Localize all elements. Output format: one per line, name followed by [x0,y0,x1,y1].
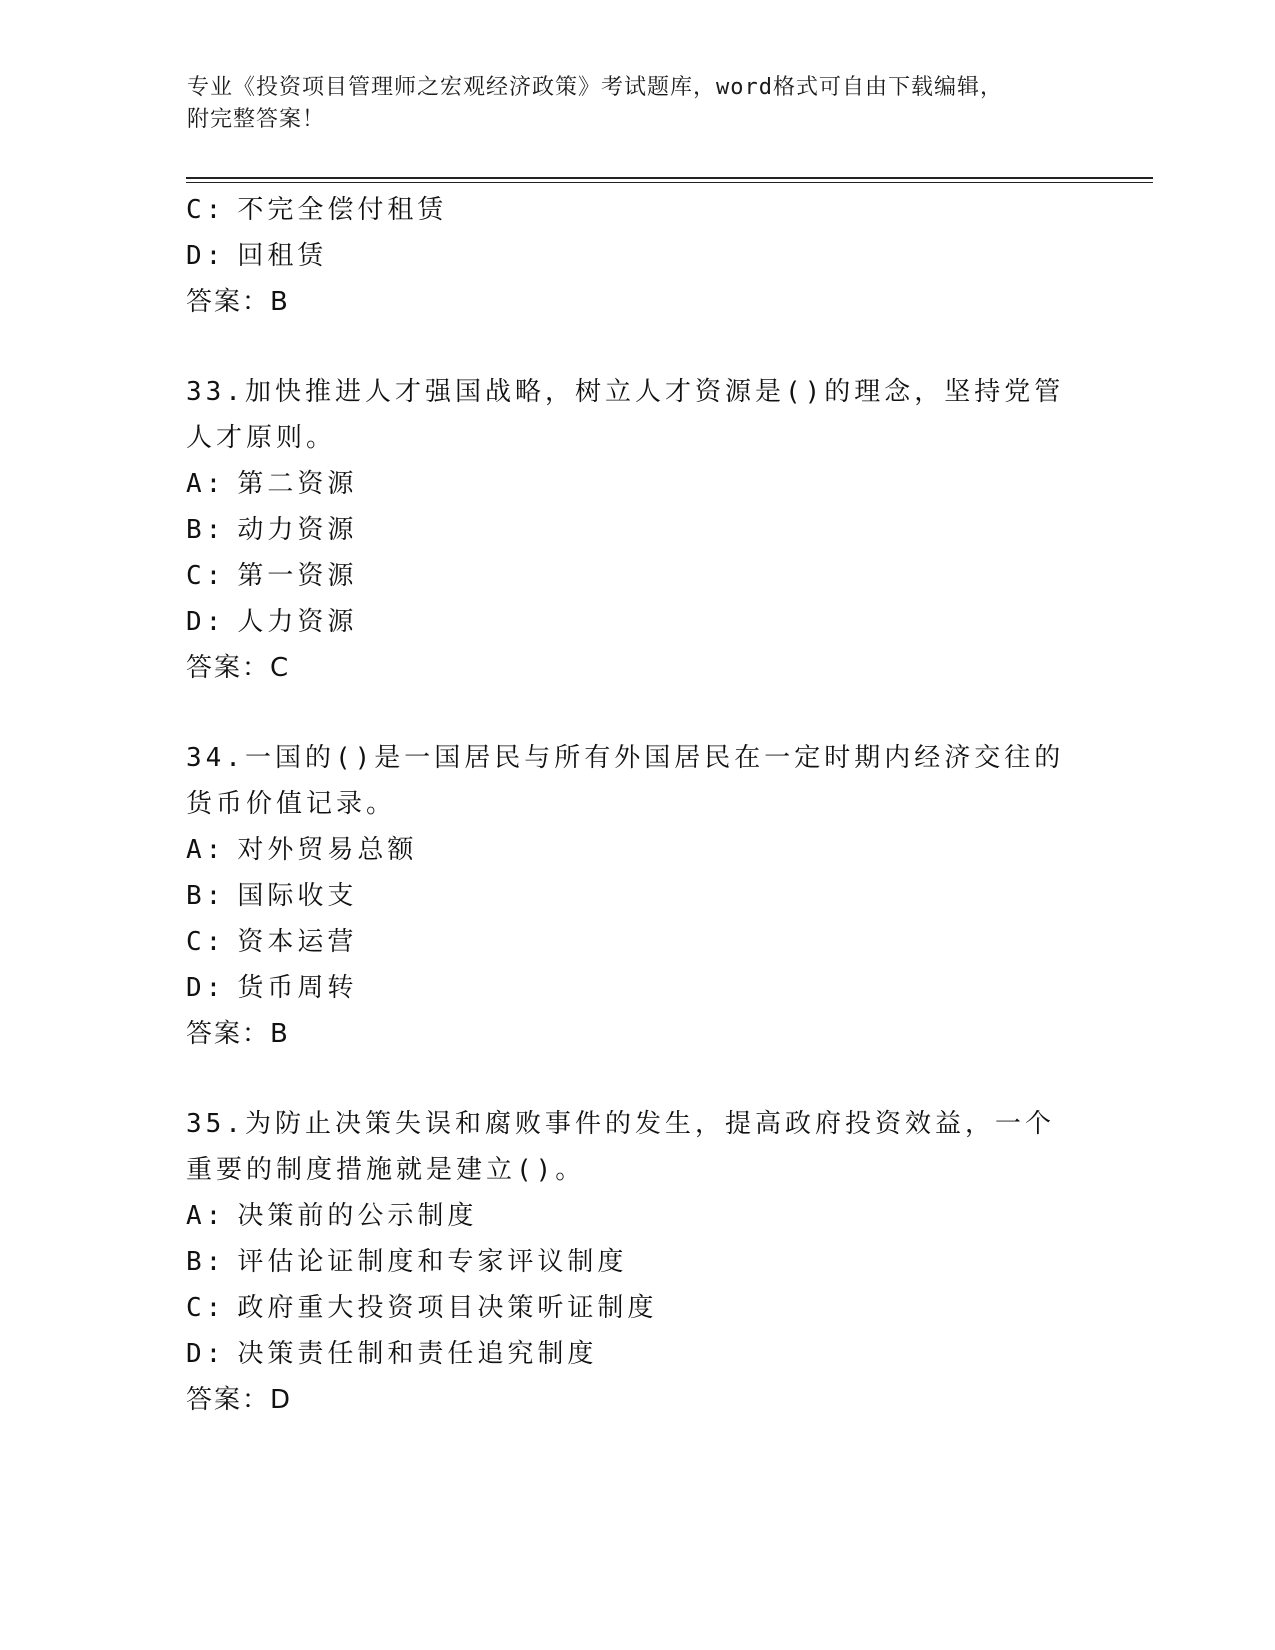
question-stem: 33.加快推进人才强国战略，树立人才资源是()的理念，坚持党管人才原则。 [186,377,1065,453]
answer-line: 答案：D [186,1385,293,1415]
question-35 [186,1101,1086,1423]
option-text: 国际收支 [237,881,358,911]
answer-line: 答案：B [186,287,290,317]
spacer [186,1057,1086,1101]
option-text: 决策前的公示制度 [237,1201,478,1231]
option-text: 动力资源 [237,515,358,545]
question-stem: 34.一国的()是一国居民与所有外国居民在一定时期内经济交往的货币价值记录。 [186,743,1065,819]
option-letter: D: [186,973,226,1003]
option-text: 第二资源 [237,469,358,499]
spacer [186,691,1086,735]
option-letter: C: [186,195,226,225]
answer-line: 答案：B [186,1019,290,1049]
option-letter: D: [186,1339,226,1369]
option-d [186,965,1086,1011]
page-header [187,72,1067,136]
option-text: 评估论证制度和专家评议制度 [237,1247,628,1277]
option-letter: A: [186,835,226,865]
option-d [186,1331,1086,1377]
header-line-2: 附完整答案！ [187,107,326,132]
option-text: 决策责任制和责任追究制度 [237,1339,598,1369]
question-list [186,187,1086,1423]
option-c [186,919,1086,965]
option-letter: B: [186,1247,226,1277]
question-34 [186,735,1086,1057]
option-letter: D: [186,241,226,271]
option-b [186,1239,1086,1285]
option-letter: A: [186,1201,226,1231]
question-33 [186,369,1086,691]
option-c [186,187,1086,233]
spacer [186,325,1086,369]
option-text: 第一资源 [237,561,358,591]
option-c [186,553,1086,599]
option-text: 不完全偿付租赁 [237,195,448,225]
option-b [186,873,1086,919]
option-d [186,599,1086,645]
option-d [186,233,1086,279]
option-text: 回租赁 [237,241,328,271]
option-text: 人力资源 [237,607,358,637]
option-c [186,1285,1086,1331]
option-b [186,507,1086,553]
question-stem: 35.为防止决策失误和腐败事件的发生，提高政府投资效益，一个重要的制度措施就是建立()。 [186,1109,1055,1185]
option-letter: D: [186,607,226,637]
option-a [186,461,1086,507]
option-text: 对外贸易总额 [237,835,418,865]
option-text: 政府重大投资项目决策听证制度 [237,1293,658,1323]
option-a [186,1193,1086,1239]
option-letter: A: [186,469,226,499]
header-divider [186,177,1153,183]
option-letter: C: [186,927,226,957]
header-line-1: 专业《投资项目管理师之宏观经济政策》考试题库，word格式可自由下载编辑， [187,75,1003,100]
option-text: 货币周转 [237,973,358,1003]
question-32-continuation [186,187,1086,325]
option-letter: C: [186,1293,226,1323]
answer-line: 答案：C [186,653,291,683]
option-text: 资本运营 [237,927,358,957]
option-letter: B: [186,515,226,545]
option-a [186,827,1086,873]
option-letter: B: [186,881,226,911]
option-letter: C: [186,561,226,591]
